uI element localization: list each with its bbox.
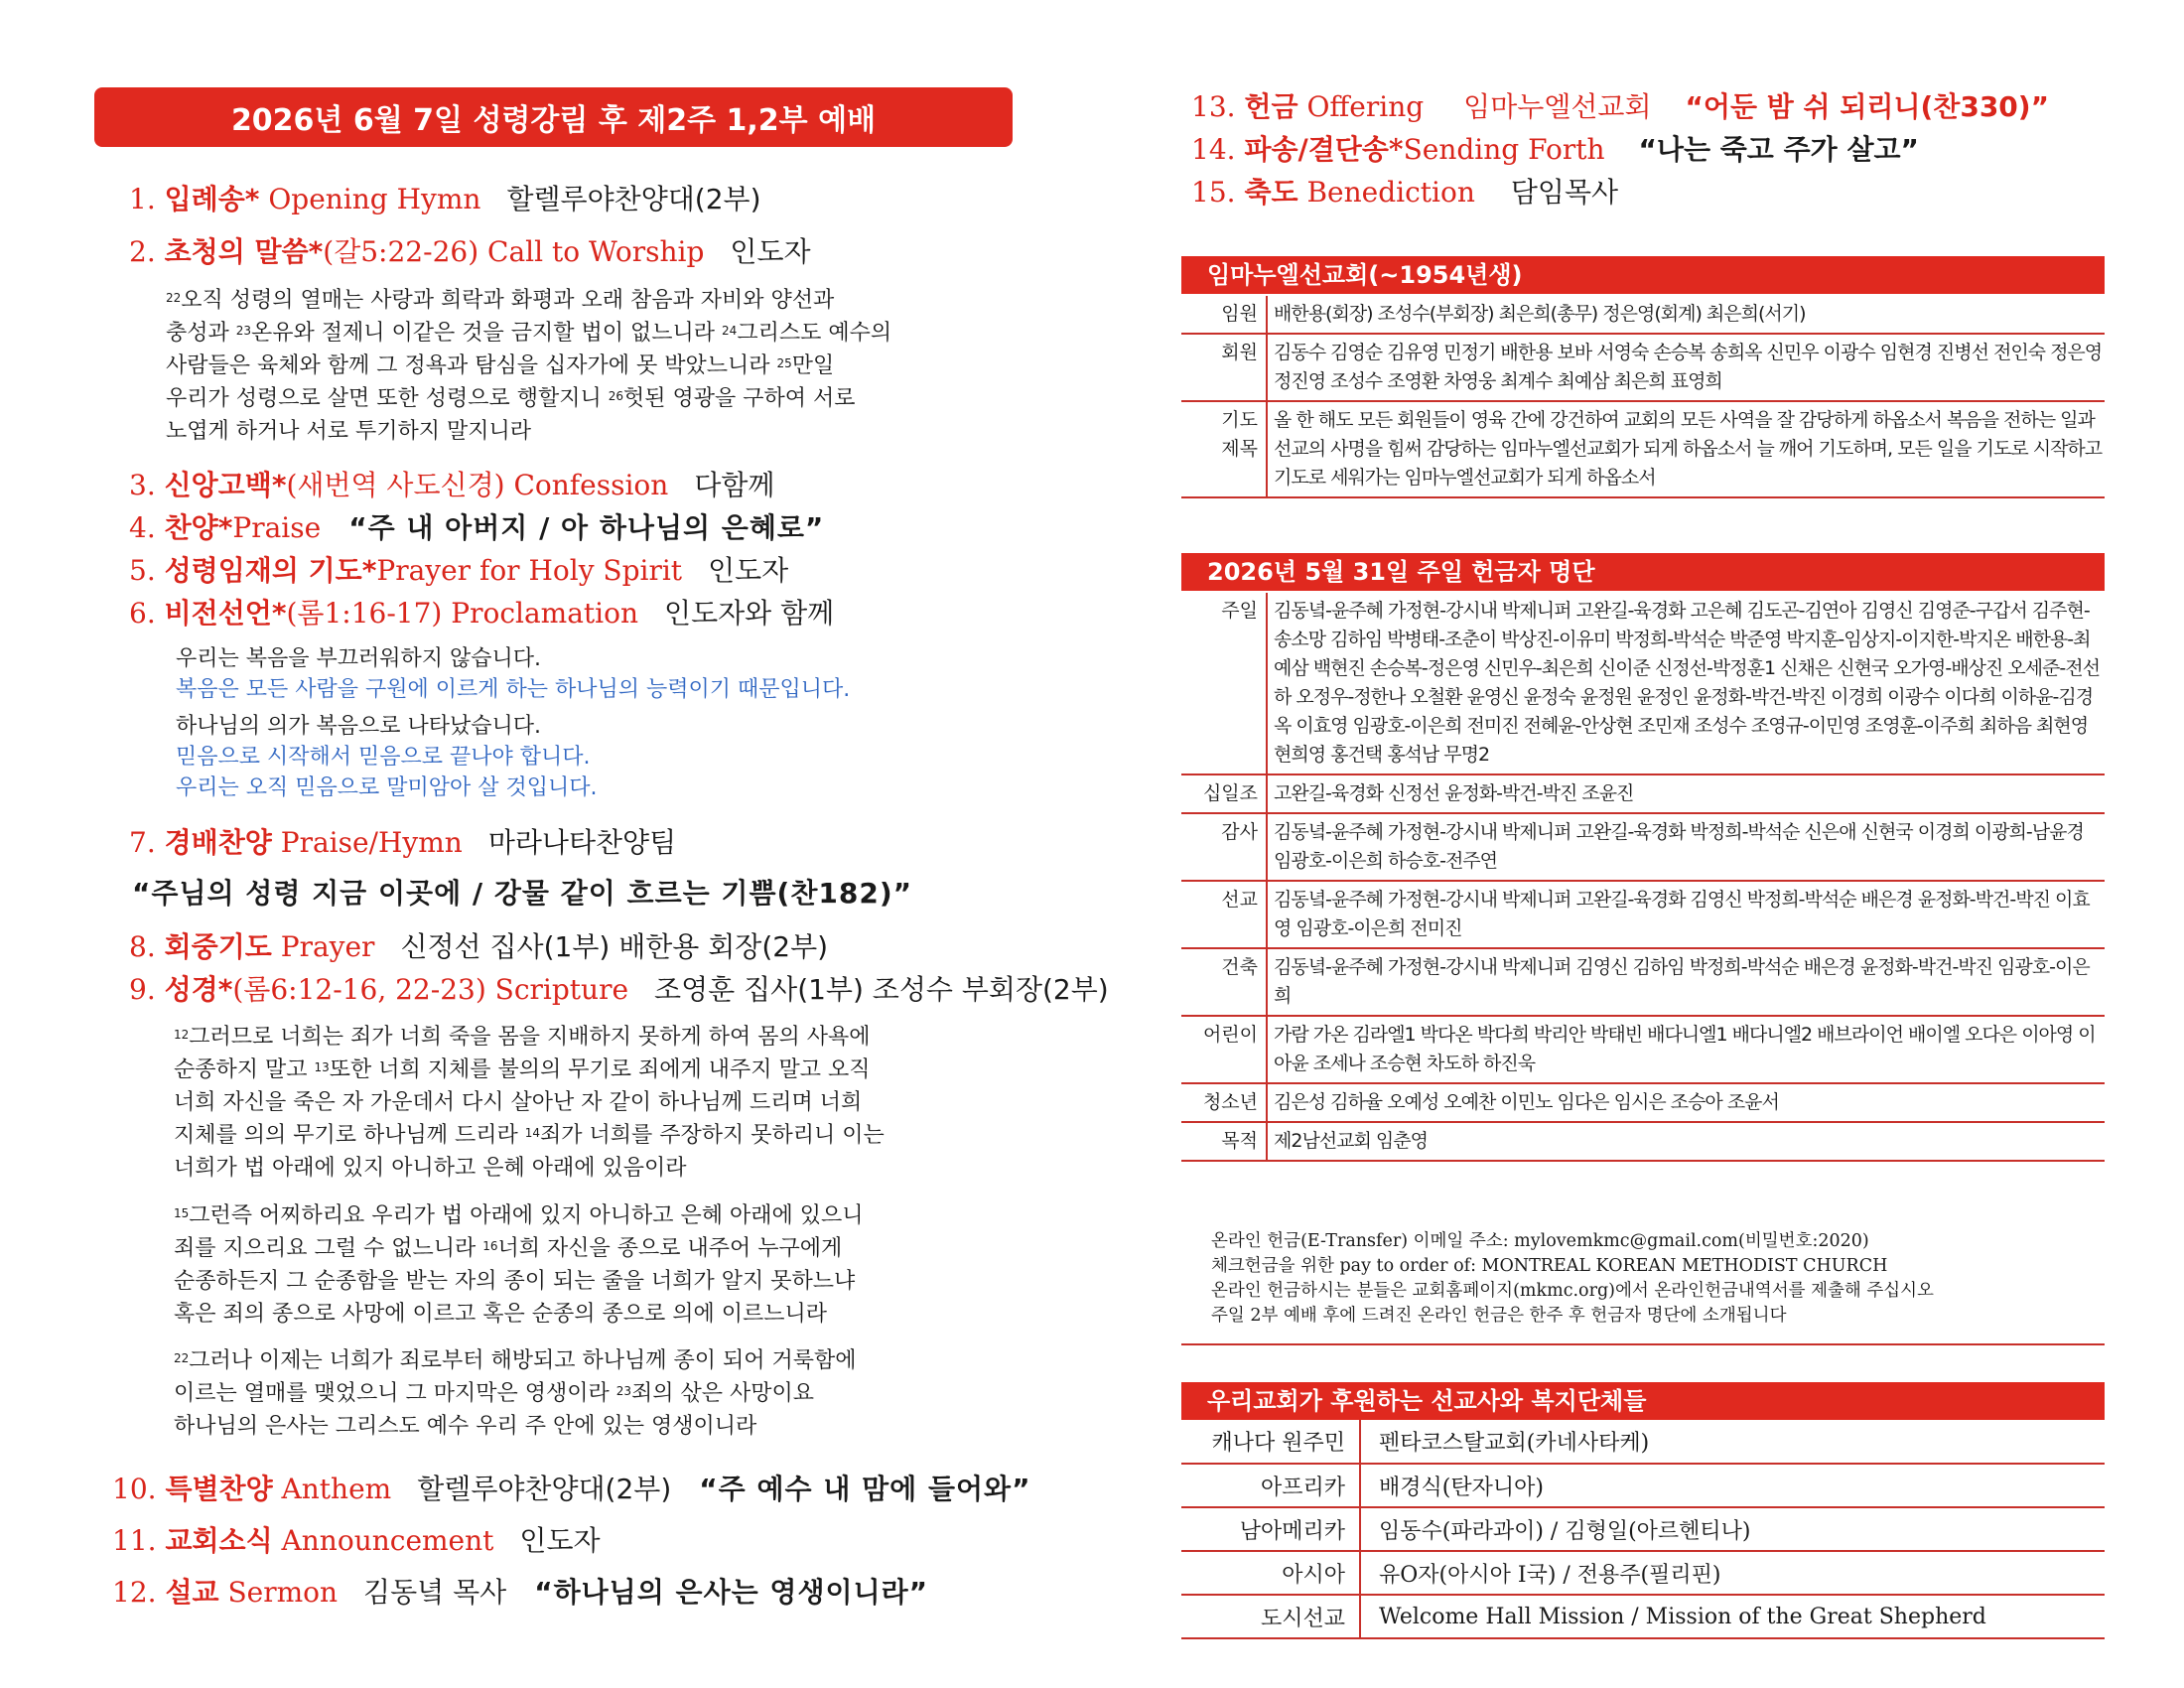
order-item-12: 12. 설교 Sermon 김동녘 목사 “하나님의 은사는 영생이니라” [112,1576,929,1609]
table-row: 어린이 가람 가온 김라엘1 박다온 박다희 박리안 박태빈 배다니엘1 배다니엘2 배브라이언 배이엘 오다은 이아영 이아윤 조세나 조승현 차도하 하진욱 [1181,1016,2105,1083]
table-row: 도시선교 Welcome Hall Mission / Mission of the Great Shepherd [1181,1595,2105,1638]
table-row: 아시아 유O자(아시아 I국) / 전용주(필리핀) [1181,1551,2105,1595]
table-row: 선교 김동녘-윤주혜 가정현-강시내 박제니퍼 고완길-육경화 김영신 박정희-박석순 배은경 윤정화-박건-박진 이효영 임광호-이은희 전미진 [1181,881,2105,948]
offering-section-header: 2026년 5월 31일 주일 헌금자 명단 [1181,553,2105,591]
order-item-3: 3. 신앙고백*(새번역 사도신경) Confession 다함께 [129,469,775,501]
missions-section-header: 우리교회가 후원하는 선교사와 복지단체들 [1181,1382,2105,1420]
table-row: 아프리카 배경식(탄자니아) [1181,1464,2105,1507]
order-item-4: 4. 찬양*Praise “주 내 아버지 / 아 하나님의 은혜로” [129,511,825,544]
table-row: 기도 제목 올 한 해도 모든 회원들이 영육 간에 강건하여 교회의 모든 사역을 잘 감당하게 하옵소서 복음을 전하는 일과 선교의 사명을 힘써 감당하는 임마누엘선교회가 되게 하옵소서 늘 깨어 기도하며, 모든 일을 기도로 시작하고 기도로 세워가는 임마누엘선교회가 되게 하옵소서 [1181,401,2105,497]
table-row: 목적 제2남선교회 임춘영 [1181,1122,2105,1161]
table-row: 청소년 김은성 김하율 오예성 오예찬 이민노 임다은 임시은 조승아 조윤서 [1181,1083,2105,1122]
online-listing-note: 주일 2부 예배 후에 드려진 온라인 헌금은 한주 후 헌금자 명단에 소개됩니다 [1211,1306,1787,1326]
order-item-6: 6. 비전선언*(롬1:16-17) Proclamation 인도자와 함께 [129,597,835,630]
table-row: 캐나다 원주민 펜타코스탈교회(카네사타케) [1181,1420,2105,1464]
table-row: 남아메리카 임동수(파라과이) / 김형일(아르헨티나) [1181,1507,2105,1551]
order-item-10: 10. 특별찬양 Anthem 할렐루야찬양대(2부) “주 예수 내 맘에 들어와” [112,1473,1031,1505]
service-banner: 2026년 6월 7일 성령강림 후 제2주 1,2부 예배 [94,87,1013,147]
missions-table [1181,1420,2105,1639]
order-item-15: 15. 축도 Benediction 담임목사 [1191,176,1619,209]
scripture-paragraph-1: $^{12}$그러므로 너희는 죄가 너희 죽을 몸을 지배하지 못하게 하여 몸의 사욕에 순종하지 말고 $^{13}$또한 너희 지체를 불의의 무기로 죄에게 내주지 말고 오직 너희 자신을 죽은 자 가운데서 다시 살아난 자 같이 하나님께 드리며 너희 지체를 의의 무기로 하나님께 드리라 $^{14}$죄가 너희를 주장하지 못하리니 이는 너희가 법 아래에 있지 아니하고 은혜 아래에 있음이라 [174,1025,885,1181]
immanuel-section-header: 임마누엘선교회(~1954년생) [1181,256,2105,294]
scripture-paragraph-2: $^{15}$그런즉 어찌하리요 우리가 법 아래에 있지 아니하고 은혜 아래에 있으니 죄를 지으리요 그럴 수 없느니라 $^{16}$너희 자신을 종으로 내주어 누구에게 순종하든지 그 순종함을 받는 자의 종이 되는 줄을 너희가 알지 못하느냐 혹은 죄의 종으로 사망에 이르고 혹은 순종의 종으로 의에 이르느니라 [174,1203,864,1327]
worship-order-column [94,87,1109,1609]
immanuel-table [1181,296,2105,498]
call-to-worship-text: $^{22}$오직 성령의 열매는 사랑과 희락과 화평과 오래 참음과 자비와 양선과 충성과 $^{23}$온유와 절제니 이같은 것을 금지할 법이 없느니라 $^{24}$그리스도 예수의 사람들은 육체와 함께 그 정욕과 탐심을 십자가에 못 박았느니라 $^{25}$만일 우리가 성령으로 살면 또한 성령으로 행할지니 $^{26}$헛된 영광을 구하여 서로 노엽게 하거나 서로 투기하지 말지니라 [166,288,892,444]
table-row: 건축 김동녘-윤주혜 가정현-강시내 박제니퍼 김영신 김하임 박정희-박석순 배은경 윤정화-박건-박진 임광호-이은희 [1181,948,2105,1016]
order-item-14: 14. 파송/결단송*Sending Forth “나는 죽고 주가 살고” [1191,133,1919,166]
table-row: 감사 김동녘-윤주혜 가정현-강시내 박제니퍼 고완길-육경화 박정희-박석순 신은애 신현국 이경희 이광희-남윤경 임광호-이은희 하승호-전주연 [1181,813,2105,881]
vision-declaration-text: 우리는 복음을 부끄러워하지 않습니다. 복음은 모든 사람을 구원에 이르게 하는 하나님의 능력이기 때문입니다. 하나님의 의가 복음으로 나타났습니다. 믿음으로 시작해서 믿음으로 끝나야 합니다. 우리는 오직 믿음으로 말미암아 살 것입니다. [176,646,851,800]
praise-hymn-title: “주님의 성령 지금 이곳에 / 강물 같이 흐르는 기쁨(찬182)” [132,877,913,910]
scripture-paragraph-3: $^{22}$그러나 이제는 너희가 죄로부터 해방되고 하나님께 종이 되어 거룩함에 이르는 열매를 맺었으니 그 마지막은 영생이라 $^{23}$죄의 삯은 사망이요 하나님의 은사는 그리스도 예수 우리 주 안에 있는 영생이니라 [174,1348,857,1439]
cheque-note: 체크헌금을 위한 pay to order of: MONTREAL KOREAN METHODIST CHURCH [1211,1256,1888,1276]
divider [1181,1343,2105,1345]
etransfer-note: 온라인 헌금(E-Transfer) 이메일 주소: mylovemkmc@gmail.com(비밀번호:2020) [1211,1231,1869,1251]
order-item-2: 2. 초청의 말씀*(갈5:22-26) Call to Worship 인도자 [129,235,811,268]
offering-table [1181,593,2105,1162]
order-item-7: 7. 경배찬양 Praise/Hymn 마라나타찬양팀 [129,826,677,859]
order-item-11: 11. 교회소식 Announcement 인도자 [112,1524,601,1557]
online-statement-note: 온라인 헌금하시는 분들은 교회홈페이지(mkmc.org)에서 온라인헌금내역서를 제출해 주십시오 [1211,1281,1934,1301]
offering-notes [1211,1229,2095,1329]
order-item-8: 8. 회중기도 Prayer 신정선 집사(1부) 배한용 회장(2부) [129,930,829,963]
table-row: 십일조 고완길-육경화 신정선 윤정화-박건-박진 조윤진 [1181,774,2105,813]
order-item-5: 5. 성령임재의 기도*Prayer for Holy Spirit 인도자 [129,554,789,587]
table-row: 임원 배한용(회장) 조성수(부회장) 최은희(총무) 정은영(회계) 최은희(서기) [1181,296,2105,334]
order-item-9: 9. 성경*(롬6:12-16, 22-23) Scripture 조영훈 집사(1부) 조성수 부회장(2부) [129,973,1109,1006]
order-item-13: 13. 헌금 Offering 임마누엘선교회 “어둔 밤 쉬 되리니(찬330)” [1191,90,2049,123]
table-row: 주일 김동녘-윤주혜 가정현-강시내 박제니퍼 고완길-육경화 고은혜 김도곤-김연아 김영신 김영준-구갑서 김주현-송소망 김하임 박병태-조춘이 박상진-이유미 박정희-박석순 박준영 박지훈-임상지-이지한-박지온 배한용-최예삼 백현진 손승복-정은영 신민우-최은희 신이준 신정선-박정훈1 신채은 신현국 오가영-배상진 오세준-전선하 오정우-정한나 오철환 윤영신 윤정숙 윤정원 윤정인 윤정화-박건-박진 이경희 이광수 이다희 이하윤-김경옥 이효영 임광호-이은희 전미진 전혜윤-안상현 조민재 조성수 조영규-이민영 조영훈-이주희 최하음 최현영 현희영 홍건택 홍석남 무명2 [1181,593,2105,774]
order-item-1: 1. 입례송* Opening Hymn 할렐루야찬양대(2부) [129,183,761,215]
table-row: 회원 김동수 김영순 김유영 민정기 배한용 보바 서영숙 손승복 송희옥 신민우 이광수 임현경 진병선 전인숙 정은영 정진영 조성수 조영환 차영웅 최계수 최예삼 최은희 표영희 [1181,334,2105,401]
